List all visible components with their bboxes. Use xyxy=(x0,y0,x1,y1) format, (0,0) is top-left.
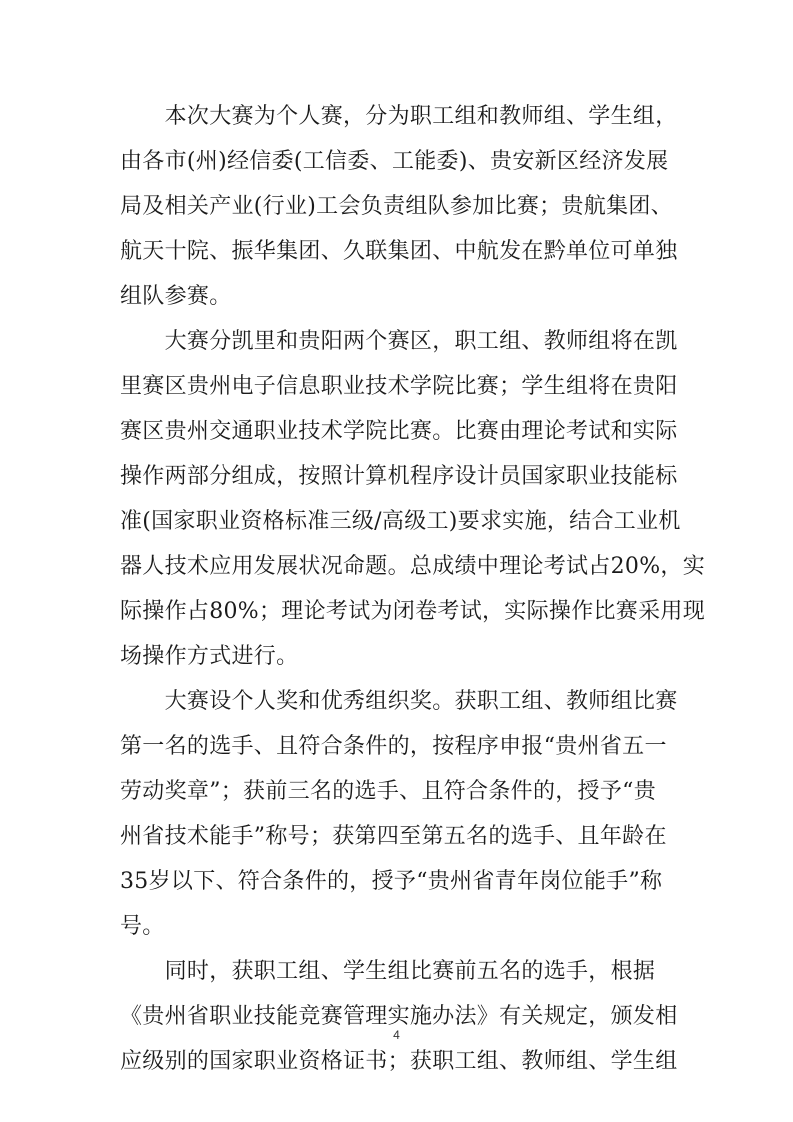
text-line: 大赛设个人奖和优秀组织奖。获职工组、教师组比赛 xyxy=(120,689,678,714)
page-number: 4 xyxy=(393,1028,400,1042)
text-line: 组队参赛。 xyxy=(120,284,232,309)
text-line: 大赛分凯里和贵阳两个赛区，职工组、教师组将在凯 xyxy=(120,329,678,354)
text-line: 赛区贵州交通职业技术学院比赛。比赛由理论考试和实际 xyxy=(120,419,678,444)
text-line: 操作两部分组成，按照计算机程序设计员国家职业技能标 xyxy=(120,464,678,489)
text-line: 际操作占80%；理论考试为闭卷考试，实际操作比赛采用现 xyxy=(120,599,705,624)
text-line: 州省技术能手”称号；获第四至第五名的选手、且年龄在 xyxy=(120,824,667,849)
text-line: 号。 xyxy=(120,914,165,939)
text-line: 里赛区贵州电子信息职业技术学院比赛；学生组将在贵阳 xyxy=(120,374,678,399)
text-line: 由各市(州)经信委(工信委、工能委)、贵安新区经济发展 xyxy=(120,149,669,174)
text-line: 应级别的国家职业资格证书；获职工组、教师组、学生组 xyxy=(120,1049,678,1074)
text-line: 器人技术应用发展状况命题。总成绩中理论考试占20%，实 xyxy=(120,554,705,579)
text-line: 《贵州省职业技能竞赛管理实施办法》有关规定，颁发相 xyxy=(120,1004,678,1029)
text-line: 准(国家职业资格标准三级/高级工)要求实施，结合工业机 xyxy=(120,509,681,534)
text-line: 劳动奖章”；获前三名的选手、且符合条件的，授予“贵 xyxy=(120,779,656,804)
text-line: 本次大赛为个人赛，分为职工组和教师组、学生组， xyxy=(120,104,678,129)
text-line: 局及相关产业(行业)工会负责组队参加比赛；贵航集团、 xyxy=(120,194,673,219)
text-line: 第一名的选手、且符合条件的，按程序申报“贵州省五一 xyxy=(120,734,667,759)
text-line: 场操作方式进行。 xyxy=(120,644,299,669)
text-line: 35岁以下、符合条件的，授予“贵州省青年岗位能手”称 xyxy=(120,869,663,894)
text-line: 同时，获职工组、学生组比赛前五名的选手，根据 xyxy=(120,959,656,984)
text-line: 航天十院、振华集团、久联集团、中航发在黔单位可单独 xyxy=(120,239,678,264)
